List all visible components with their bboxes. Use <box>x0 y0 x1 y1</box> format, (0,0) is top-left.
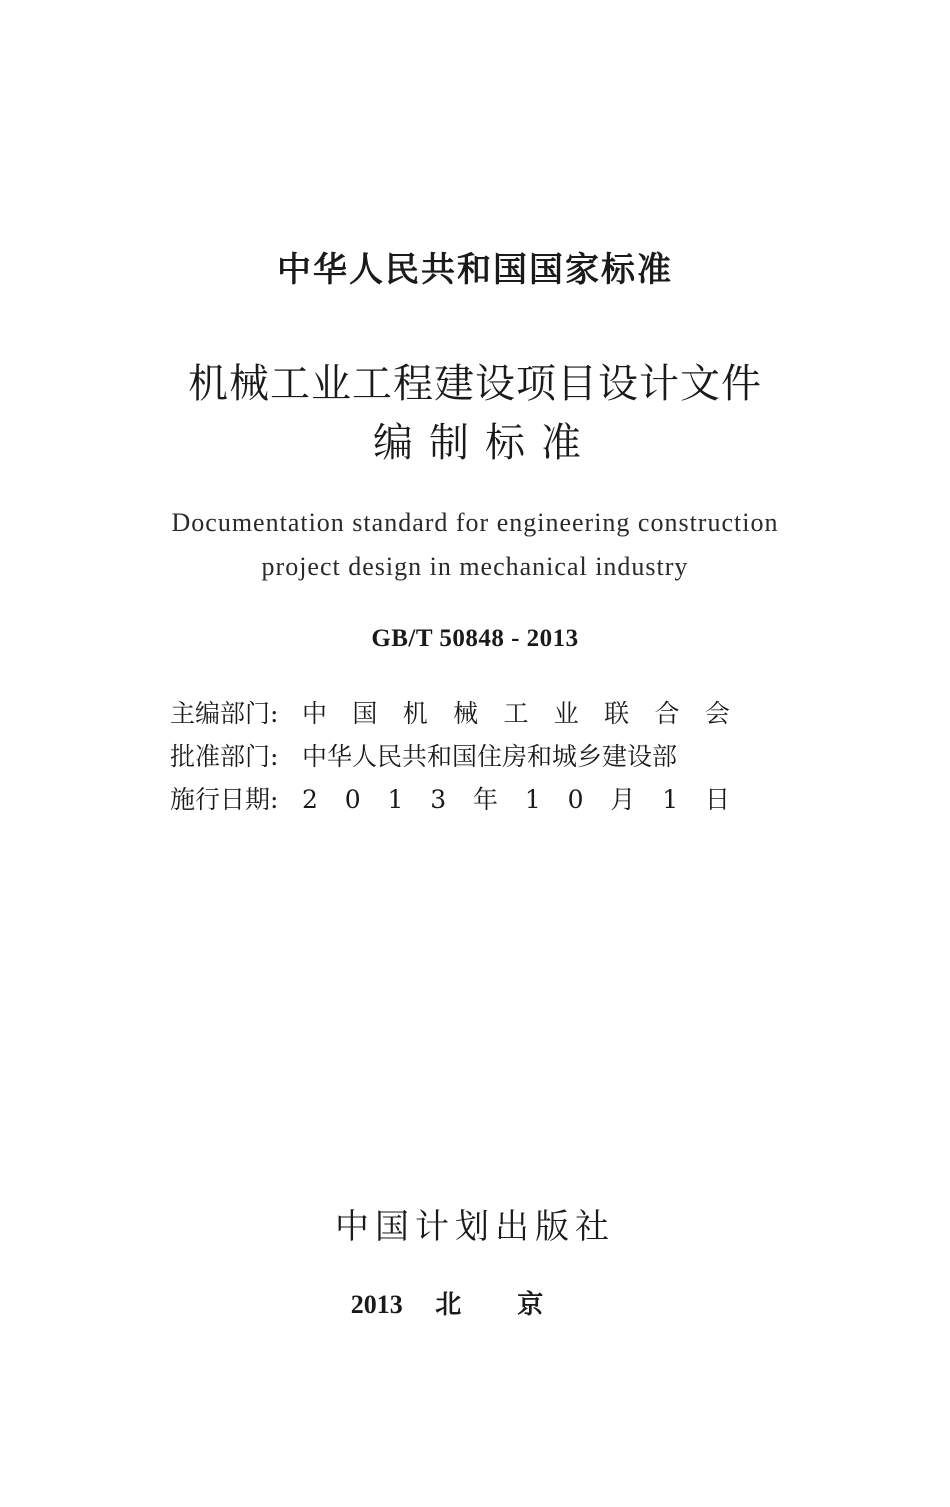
editor-char: 业 <box>553 699 579 728</box>
approval-department-label: 批准部门: <box>170 742 279 771</box>
editor-char: 联 <box>604 699 630 728</box>
publication-city: 北京 <box>435 1290 600 1320</box>
date-char: 0 <box>567 785 584 814</box>
title-en-line1: Documentation standard for engineering construction <box>171 508 779 537</box>
editor-department-row <box>170 697 730 731</box>
editor-char: 中 <box>302 699 328 728</box>
title-cn-line2: 编制标准 <box>373 420 597 466</box>
date-char: 1 <box>662 785 679 814</box>
editor-char: 会 <box>704 699 730 728</box>
effective-date-row <box>170 783 730 817</box>
editor-char: 工 <box>503 699 529 728</box>
publication-place <box>0 1288 950 1322</box>
date-char: 1 <box>524 785 541 814</box>
approval-department-row <box>170 740 730 774</box>
publisher-name: 中国计划出版社 <box>335 1207 615 1247</box>
editor-char: 合 <box>654 699 680 728</box>
title-en-line2: project design in mechanical industry <box>261 552 689 581</box>
title-cn-line1: 机械工业工程建设项目设计文件 <box>188 361 762 407</box>
effective-date-label: 施行日期: <box>170 785 279 814</box>
editor-char: 机 <box>402 699 428 728</box>
editor-department-value <box>302 697 730 731</box>
national-standard-heading: 中华人民共和国国家标准 <box>277 250 673 290</box>
date-char: 0 <box>344 785 361 814</box>
approval-department-value: 中华人民共和国住房和城乡建设部 <box>302 742 678 771</box>
editor-char: 械 <box>453 699 479 728</box>
date-char: 月 <box>610 785 636 814</box>
date-char: 3 <box>430 785 447 814</box>
publication-year: 2013 <box>350 1290 403 1319</box>
effective-date-value <box>302 783 730 817</box>
standard-code: GB/T 50848 - 2013 <box>371 625 579 652</box>
date-char: 1 <box>387 785 404 814</box>
date-char: 年 <box>473 785 499 814</box>
date-char: 日 <box>704 785 730 814</box>
editor-char: 国 <box>352 699 378 728</box>
editor-department-label: 主编部门: <box>170 699 279 728</box>
date-char: 2 <box>302 785 318 814</box>
